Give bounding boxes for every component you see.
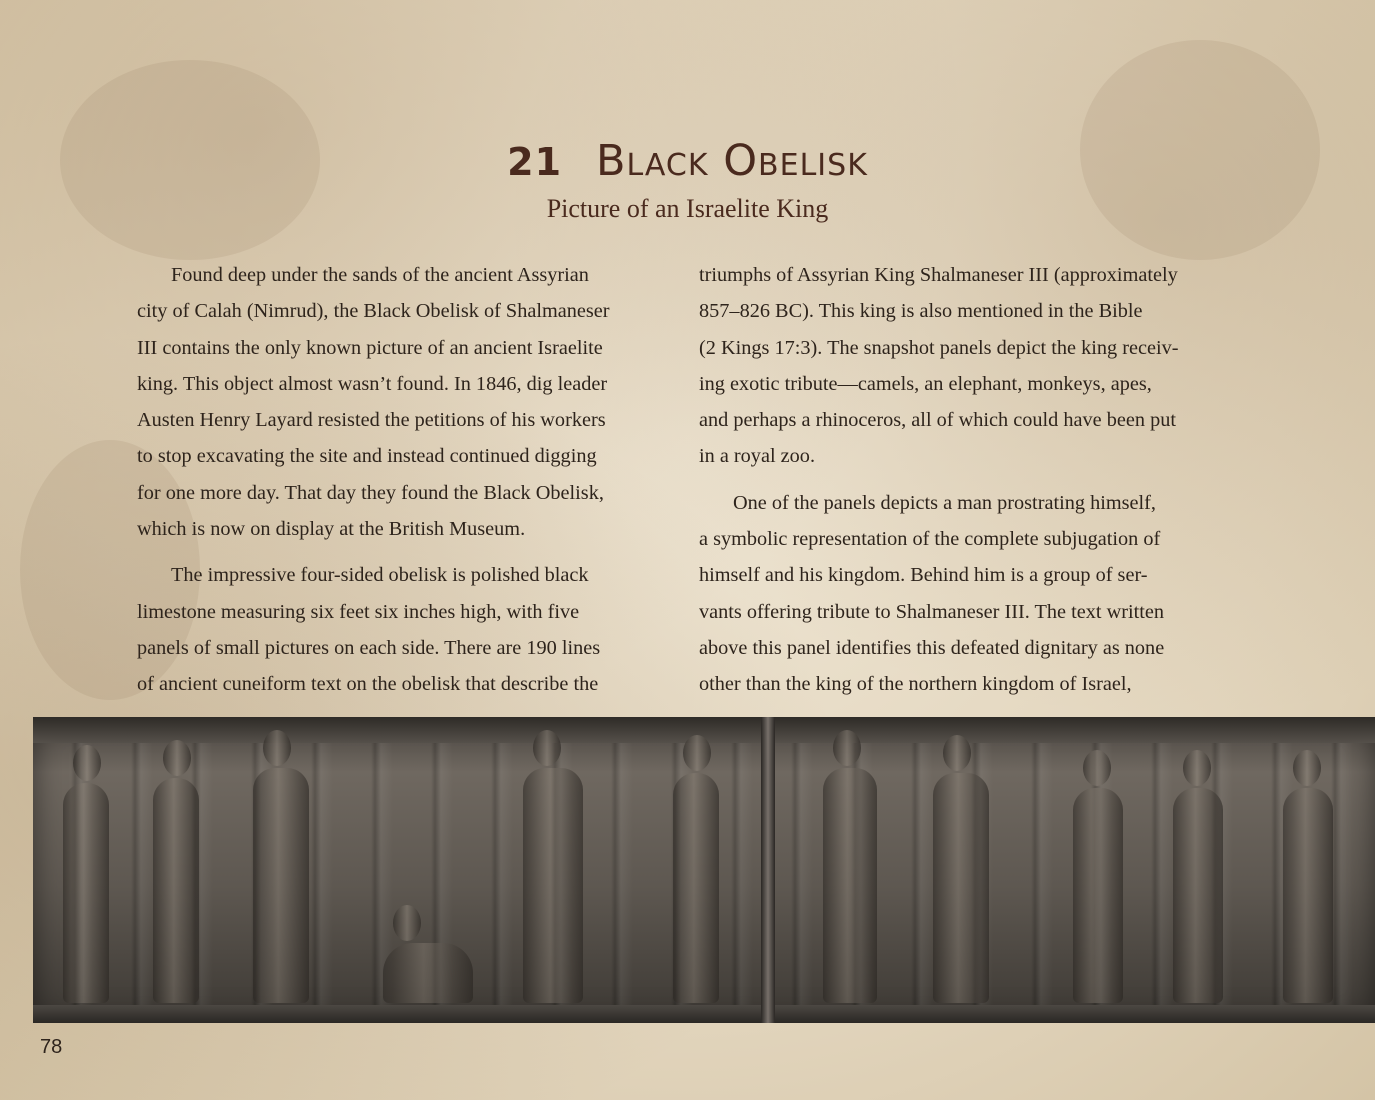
text-line: himself and his kingdom. Behind him is a group of ser-: [699, 564, 1148, 587]
paragraph: [699, 485, 1239, 703]
text-line: other than the king of the northern kingdom of Israel,: [699, 673, 1132, 696]
text-line: Austen Henry Layard resisted the petitions of his workers: [137, 409, 606, 432]
relief-figure: [1283, 788, 1333, 1003]
relief-figure: [1073, 788, 1123, 1003]
relief-figure: [63, 783, 109, 1003]
text-line: triumphs of Assyrian King Shalmaneser III (approximately: [699, 264, 1178, 286]
chapter-heading: [0, 136, 1375, 186]
relief-figure: [823, 768, 877, 1003]
text-line: city of Calah (Nimrud), the Black Obelisk of Shalmaneser: [137, 300, 610, 323]
text-line: One of the panels depicts a man prostrating himself,: [733, 491, 1156, 514]
right-column: [699, 257, 1239, 713]
text-line: vants offering tribute to Shalmaneser III. The text written: [699, 600, 1165, 623]
relief-figure: [933, 773, 989, 1003]
relief-figure: [673, 773, 719, 1003]
page-number: 78: [40, 1036, 63, 1058]
chapter-title: Black Obelisk: [596, 136, 868, 186]
text-line: III contains the only known picture of an ancient Israelite: [137, 336, 603, 359]
chapter-subtitle: Picture of an Israelite King: [546, 194, 829, 223]
text-line: 857–826 BC). This king is also mentioned in the Bible: [699, 300, 1143, 323]
relief-panel-divider: [761, 717, 775, 1023]
relief-figure: [253, 768, 309, 1003]
relief-figure: [1173, 788, 1223, 1003]
text-line: (2 Kings 17:3). The snapshot panels depict the king receiv-: [699, 336, 1179, 359]
text-line: to stop excavating the site and instead continued digging: [137, 445, 597, 468]
relief-figure: [523, 768, 583, 1003]
chapter-number: 21: [507, 140, 563, 184]
paragraph: [137, 257, 677, 547]
text-line: king. This object almost wasn’t found. In 1846, dig leader: [137, 372, 608, 395]
text-line: for one more day. That day they found the Black Obelisk,: [137, 481, 604, 504]
text-line: a symbolic representation of the complete subjugation of: [699, 528, 1161, 551]
relief-figure: [153, 778, 199, 1003]
text-line: panels of small pictures on each side. There are 190 lines: [137, 636, 601, 659]
text-line: in a royal zoo.: [699, 445, 816, 468]
text-line: Found deep under the sands of the ancient Assyrian: [171, 264, 589, 286]
text-line: The impressive four-sided obelisk is polished black: [171, 564, 589, 587]
paragraph: [699, 257, 1239, 475]
paragraph: [137, 557, 677, 702]
text-line: limestone measuring six feet six inches high, with five: [137, 600, 580, 623]
text-line: which is now on display at the British Museum.: [137, 518, 526, 541]
text-line: ing exotic tribute—camels, an elephant, monkeys, apes,: [699, 372, 1152, 395]
relief-bottom-band: [33, 1005, 1375, 1023]
text-line: above this panel identifies this defeated dignitary as none: [699, 636, 1165, 659]
obelisk-relief-photo: [33, 717, 1375, 1023]
prostrate-figure: [383, 943, 473, 1003]
text-line: of ancient cuneiform text on the obelisk that describe the: [137, 673, 599, 696]
text-line: and perhaps a rhinoceros, all of which could have been put: [699, 409, 1177, 432]
left-column: [137, 257, 677, 713]
